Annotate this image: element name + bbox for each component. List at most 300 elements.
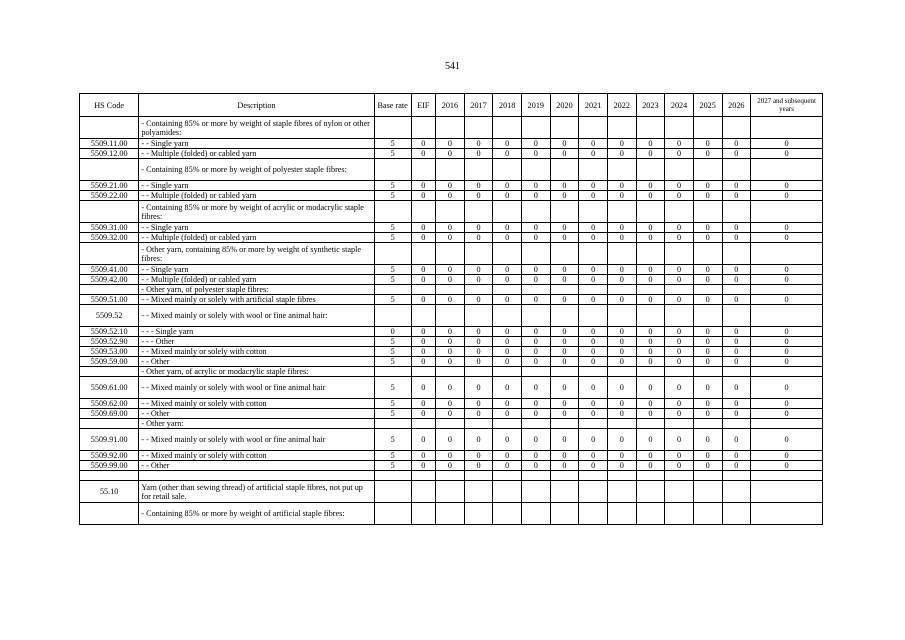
table-row [80,377,823,399]
rate-cell: 0 [493,399,522,409]
rate-cell: 0 [607,429,636,451]
rate-cell: 0 [522,223,551,233]
rate-cell [522,117,551,139]
rate-cell: 0 [722,409,751,419]
rate-cell: 0 [550,149,579,159]
rate-cell: 0 [436,223,465,233]
table-row [80,503,823,525]
rate-cell [436,305,465,327]
rate-cell [550,285,579,295]
rate-cell [493,201,522,223]
rate-cell: 0 [722,377,751,399]
rate-cell: 0 [522,149,551,159]
rate-cell [411,481,436,503]
description-cell: - - Multiple (folded) or cabled yarn [139,233,374,243]
rate-cell [636,305,665,327]
rate-cell: 0 [636,377,665,399]
rate-cell: 0 [522,181,551,191]
rate-cell: 0 [607,295,636,305]
rate-cell: 0 [464,327,493,337]
rate-cell: 0 [665,377,694,399]
rate-cell: 0 [436,275,465,285]
rate-cell: 0 [693,461,722,471]
column-header: 2020 [550,94,579,117]
rate-cell [374,419,411,429]
rate-cell: 0 [411,377,436,399]
rate-cell: 0 [722,337,751,347]
rate-cell [607,481,636,503]
rate-cell: 0 [464,337,493,347]
rate-cell: 5 [374,429,411,451]
column-header: Description [139,94,374,117]
rate-cell: 0 [722,451,751,461]
rate-cell [493,481,522,503]
rate-cell: 0 [550,295,579,305]
description-cell: - - - Single yarn [139,327,374,337]
rate-cell: 0 [751,337,823,347]
rate-cell [636,159,665,181]
rate-cell: 0 [665,223,694,233]
description-cell: - - Mixed mainly or solely with wool or fine animal hair [139,429,374,451]
rate-cell [693,201,722,223]
rate-cell [665,117,694,139]
rate-cell: 0 [607,265,636,275]
rate-cell: 0 [722,191,751,201]
rate-cell: 5 [374,139,411,149]
description-cell: - Other yarn: [139,419,374,429]
rate-cell: 0 [636,337,665,347]
rate-cell: 0 [493,377,522,399]
description-cell: - - Other [139,409,374,419]
hs-code-cell [80,159,139,181]
rate-cell [374,285,411,295]
rate-cell [411,305,436,327]
rate-cell: 0 [607,223,636,233]
rate-cell [411,419,436,429]
rate-cell: 0 [636,149,665,159]
rate-cell: 0 [522,275,551,285]
description-cell: - Other yarn, of polyester staple fibres: [139,285,374,295]
hs-code-cell [80,201,139,223]
rate-cell [374,159,411,181]
table-row [80,139,823,149]
rate-cell: 0 [693,347,722,357]
rate-cell: 0 [722,223,751,233]
rate-cell: 0 [411,191,436,201]
rate-cell: 0 [411,327,436,337]
hs-code-cell: 5509.12.00 [80,149,139,159]
rate-cell: 0 [493,191,522,201]
table-body [80,117,823,525]
rate-cell [550,481,579,503]
rate-cell: 0 [693,429,722,451]
column-header: 2023 [636,94,665,117]
rate-cell: 0 [722,347,751,357]
description-cell: - Other yarn, containing 85% or more by weight of synthetic staple fibres: [139,243,374,265]
rate-cell [374,367,411,377]
table-row [80,191,823,201]
rate-cell [493,503,522,525]
rate-cell: 0 [464,409,493,419]
hs-code-cell: 5509.69.00 [80,409,139,419]
rate-cell [522,159,551,181]
rate-cell [693,503,722,525]
rate-cell: 0 [665,233,694,243]
rate-cell: 0 [464,377,493,399]
rate-cell [693,305,722,327]
table-row [80,451,823,461]
rate-cell: 0 [722,149,751,159]
rate-cell [464,481,493,503]
rate-cell: 0 [550,399,579,409]
rate-cell [436,503,465,525]
rate-cell: 0 [607,327,636,337]
tariff-schedule-table [79,93,823,525]
rate-cell [374,503,411,525]
rate-cell: 0 [464,139,493,149]
rate-cell: 0 [579,295,608,305]
rate-cell: 0 [693,149,722,159]
rate-cell: 0 [464,451,493,461]
rate-cell: 0 [493,409,522,419]
hs-code-cell: 5509.99.00 [80,461,139,471]
rate-cell [436,285,465,295]
table-row [80,429,823,451]
description-cell: - Containing 85% or more by weight of acrylic or modacrylic staple fibres: [139,201,374,223]
rate-cell [665,201,694,223]
rate-cell: 0 [464,191,493,201]
rate-cell [636,481,665,503]
rate-cell: 0 [464,399,493,409]
rate-cell: 0 [411,461,436,471]
table-row [80,481,823,503]
rate-cell: 0 [436,399,465,409]
rate-cell [693,159,722,181]
rate-cell: 0 [636,461,665,471]
rate-cell: 0 [579,139,608,149]
rate-cell [579,285,608,295]
rate-cell [751,419,823,429]
rate-cell [493,471,522,481]
rate-cell: 0 [665,409,694,419]
rate-cell: 0 [550,191,579,201]
rate-cell: 0 [436,429,465,451]
rate-cell: 0 [665,181,694,191]
rate-cell: 0 [550,223,579,233]
rate-cell: 0 [607,377,636,399]
rate-cell: 0 [636,223,665,233]
rate-cell: 0 [636,191,665,201]
table-row [80,223,823,233]
rate-cell: 0 [522,399,551,409]
rate-cell: 0 [751,223,823,233]
rate-cell [751,117,823,139]
rate-cell [436,243,465,265]
rate-cell: 0 [522,139,551,149]
rate-cell: 0 [464,461,493,471]
rate-cell [722,503,751,525]
rate-cell: 0 [751,181,823,191]
rate-cell: 5 [374,357,411,367]
rate-cell [374,471,411,481]
rate-cell: 0 [636,409,665,419]
rate-cell [436,201,465,223]
rate-cell [579,481,608,503]
description-cell: - Containing 85% or more by weight of artificial staple fibres: [139,503,374,525]
rate-cell: 0 [464,181,493,191]
rate-cell: 0 [722,233,751,243]
rate-cell [522,481,551,503]
rate-cell: 0 [722,429,751,451]
rate-cell [493,285,522,295]
rate-cell: 0 [751,429,823,451]
rate-cell [522,503,551,525]
rate-cell: 0 [636,139,665,149]
rate-cell: 0 [522,347,551,357]
rate-cell: 0 [636,181,665,191]
description-cell: - - Mixed mainly or solely with cotton [139,347,374,357]
rate-cell [579,503,608,525]
column-header: 2016 [436,94,465,117]
rate-cell [636,419,665,429]
rate-cell [436,481,465,503]
rate-cell: 0 [607,181,636,191]
description-cell: - - Multiple (folded) or cabled yarn [139,149,374,159]
rate-cell: 0 [751,409,823,419]
rate-cell: 0 [722,399,751,409]
table-row [80,159,823,181]
rate-cell: 0 [579,429,608,451]
rate-cell: 0 [464,223,493,233]
rate-cell: 0 [411,357,436,367]
rate-cell: 0 [636,429,665,451]
rate-cell: 0 [751,139,823,149]
rate-cell [493,305,522,327]
column-header: Base rate [374,94,411,117]
rate-cell: 0 [636,233,665,243]
rate-cell: 0 [522,295,551,305]
table-row [80,265,823,275]
table-row [80,357,823,367]
description-cell: - - Other [139,461,374,471]
rate-cell: 0 [522,409,551,419]
rate-cell [411,503,436,525]
hs-code-cell: 5509.53.00 [80,347,139,357]
rate-cell: 0 [493,429,522,451]
rate-cell [722,367,751,377]
rate-cell [751,243,823,265]
rate-cell [722,419,751,429]
rate-cell [693,243,722,265]
rate-cell [464,117,493,139]
rate-cell [751,503,823,525]
rate-cell [464,503,493,525]
rate-cell: 0 [607,451,636,461]
rate-cell [636,117,665,139]
rate-cell: 0 [522,357,551,367]
description-cell: - - Mixed mainly or solely with artificial staple fibres [139,295,374,305]
rate-cell: 5 [374,295,411,305]
hs-code-cell [80,367,139,377]
rate-cell: 0 [607,357,636,367]
rate-cell: 0 [579,357,608,367]
rate-cell [464,285,493,295]
rate-cell: 0 [493,139,522,149]
rate-cell: 0 [693,409,722,419]
rate-cell: 0 [751,461,823,471]
rate-cell: 0 [693,337,722,347]
rate-cell [665,503,694,525]
rate-cell [607,201,636,223]
rate-cell: 0 [722,265,751,275]
rate-cell [579,117,608,139]
rate-cell [579,243,608,265]
rate-cell [374,305,411,327]
rate-cell: 0 [693,327,722,337]
rate-cell [722,159,751,181]
description-cell: - - Single yarn [139,181,374,191]
rate-cell [464,305,493,327]
rate-cell: 0 [607,337,636,347]
column-header: 2019 [522,94,551,117]
hs-code-cell [80,503,139,525]
rate-cell [522,367,551,377]
rate-cell: 0 [579,451,608,461]
rate-cell [550,367,579,377]
description-cell: - - Mixed mainly or solely with cotton [139,399,374,409]
hs-code-cell [80,243,139,265]
rate-cell: 0 [722,181,751,191]
rate-cell [665,471,694,481]
rate-cell: 0 [751,347,823,357]
rate-cell: 0 [550,233,579,243]
rate-cell: 0 [550,429,579,451]
rate-cell [464,159,493,181]
hs-code-cell: 5509.41.00 [80,265,139,275]
rate-cell [607,367,636,377]
rate-cell: 0 [411,139,436,149]
rate-cell: 5 [374,275,411,285]
rate-cell: 0 [493,327,522,337]
rate-cell: 0 [751,377,823,399]
description-cell: - - Other [139,357,374,367]
rate-cell: 0 [411,265,436,275]
rate-cell: 0 [607,233,636,243]
rate-cell [751,159,823,181]
rate-cell: 0 [722,327,751,337]
rate-cell: 0 [464,429,493,451]
rate-cell: 0 [665,461,694,471]
hs-code-cell: 5509.52 [80,305,139,327]
rate-cell [607,305,636,327]
rate-cell [411,471,436,481]
rate-cell: 0 [751,399,823,409]
hs-code-cell: 5509.52.90 [80,337,139,347]
description-cell: - - Mixed mainly or solely with wool or fine animal hair: [139,305,374,327]
description-cell: - Other yarn, of acrylic or modacrylic staple fibres: [139,367,374,377]
rate-cell: 0 [751,265,823,275]
table-row [80,399,823,409]
rate-cell [693,117,722,139]
rate-cell: 0 [411,223,436,233]
table-row [80,285,823,295]
rate-cell: 0 [665,265,694,275]
table-row [80,181,823,191]
rate-cell [607,243,636,265]
rate-cell: 0 [550,461,579,471]
rate-cell [550,471,579,481]
rate-cell [493,243,522,265]
table-row [80,233,823,243]
rate-cell [607,117,636,139]
rate-cell [411,243,436,265]
rate-cell: 0 [751,233,823,243]
rate-cell: 0 [436,337,465,347]
rate-cell [722,201,751,223]
rate-cell [665,159,694,181]
rate-cell: 0 [693,451,722,461]
rate-cell: 0 [411,275,436,285]
rate-cell: 0 [522,327,551,337]
rate-cell [374,117,411,139]
column-header: 2021 [579,94,608,117]
rate-cell: 0 [464,295,493,305]
rate-cell [522,201,551,223]
column-header: 2017 [464,94,493,117]
rate-cell: 5 [374,181,411,191]
hs-code-cell [80,471,139,481]
rate-cell: 0 [722,357,751,367]
description-cell: - Containing 85% or more by weight of polyester staple fibres: [139,159,374,181]
rate-cell: 0 [436,295,465,305]
rate-cell: 0 [579,327,608,337]
rate-cell [607,159,636,181]
rate-cell [751,471,823,481]
rate-cell: 5 [374,223,411,233]
rate-cell: 0 [493,181,522,191]
rate-cell: 5 [374,451,411,461]
rate-cell [636,367,665,377]
rate-cell [493,117,522,139]
rate-cell: 0 [436,149,465,159]
rate-cell: 0 [436,139,465,149]
table-row [80,461,823,471]
rate-cell: 0 [436,451,465,461]
rate-cell [579,201,608,223]
rate-cell [436,471,465,481]
rate-cell [607,285,636,295]
description-cell: Yarn (other than sewing thread) of artificial staple fibres, not put up for retail sale. [139,481,374,503]
rate-cell [464,419,493,429]
rate-cell: 0 [436,409,465,419]
rate-cell: 0 [665,149,694,159]
rate-cell: 0 [722,295,751,305]
column-header: HS Code [80,94,139,117]
hs-code-cell: 5509.91.00 [80,429,139,451]
rate-cell: 0 [579,233,608,243]
rate-cell: 0 [493,275,522,285]
rate-cell [374,201,411,223]
rate-cell [751,367,823,377]
rate-cell: 0 [579,275,608,285]
rate-cell [665,305,694,327]
rate-cell: 0 [550,275,579,285]
hs-code-cell: 5509.32.00 [80,233,139,243]
table-row [80,295,823,305]
rate-cell: 0 [693,181,722,191]
rate-cell: 0 [493,265,522,275]
rate-cell [411,201,436,223]
